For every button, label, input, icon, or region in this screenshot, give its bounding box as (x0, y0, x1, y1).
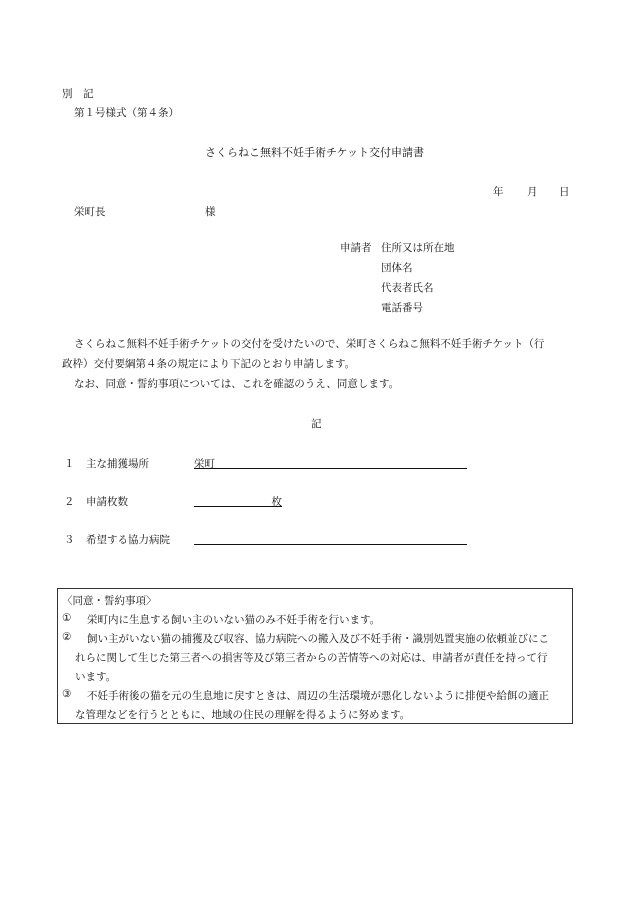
consent-item-3-line-2: な管理などを行うとともに、地域の住民の理解を得るように努めます。 (75, 709, 411, 721)
annex-label: 別 記 (62, 88, 94, 100)
application-statement (62, 334, 572, 394)
page-title: さくらねこ無料不妊手術チケット交付申請書 (205, 146, 425, 159)
ki-heading: 記 (311, 418, 322, 430)
consent-item-2-marker: ② (62, 631, 72, 643)
item-2-label: 申請枚数 (86, 496, 128, 508)
consent-item-3-marker: ③ (62, 688, 72, 700)
date-year: 年 (493, 186, 504, 198)
date-month: 月 (527, 186, 538, 198)
addressee-honorific: 様 (205, 206, 216, 218)
statement-line-2: 政枠）交付要綱第４条の規定により下記のとおり申請します。 (62, 358, 356, 370)
applicant-address-field: 住所又は所在地 (381, 242, 455, 254)
date-day: 日 (559, 186, 570, 198)
ticket-count-field[interactable] (194, 494, 282, 507)
item-3-number: ３ (64, 534, 75, 546)
capture-location-prefix: 栄町 (194, 458, 215, 470)
item-3-label: 希望する協力病院 (86, 534, 170, 546)
capture-location-field[interactable] (194, 456, 467, 469)
applicant-representative-field: 代表者氏名 (381, 282, 434, 294)
applicant-organization-field: 団体名 (381, 262, 413, 274)
consent-heading: 〈同意・誓約事項〉 (62, 595, 157, 607)
addressee-name: 栄町長 (74, 206, 106, 218)
item-1-label: 主な捕獲場所 (86, 458, 149, 470)
cooperating-hospital-field[interactable] (194, 532, 467, 545)
item-2-number: ２ (64, 496, 75, 508)
consent-box (57, 588, 573, 724)
consent-item-2-line-2: れらに関して生じた第三者への損害等及び第三者からの苦情等への対応は、申請者が責任を持って行 (75, 652, 548, 664)
form-number: 第１号様式（第４条） (74, 107, 179, 119)
consent-item-1-line-1: 栄町内に生息する飼い主のいない猫のみ不妊手術を行います。 (87, 614, 381, 626)
statement-line-1: さくらねこ無料不妊手術チケットの交付を受けたいので、栄町さくらねこ無料不妊手術チケット（行 (74, 338, 545, 350)
item-1-number: １ (64, 458, 75, 470)
ticket-count-unit: 枚 (271, 496, 282, 508)
consent-item-2-line-1: 飼い主がいない猫の捕獲及び収容、協力病院への搬入及び不妊手術・識別処置実施の依頼並びにこ (87, 633, 549, 645)
consent-item-1-marker: ① (62, 612, 72, 624)
applicant-label: 申請者 (340, 242, 372, 254)
consent-item-2-line-3: います。 (75, 671, 117, 683)
applicant-phone-field: 電話番号 (381, 302, 423, 314)
consent-item-3-line-1: 不妊手術後の猫を元の生息地に戻すときは、周辺の生活環境が悪化しないように排便や給餌の適正 (87, 690, 549, 702)
statement-line-3: なお、同意・誓約事項については、これを確認のうえ、同意します。 (74, 378, 400, 390)
